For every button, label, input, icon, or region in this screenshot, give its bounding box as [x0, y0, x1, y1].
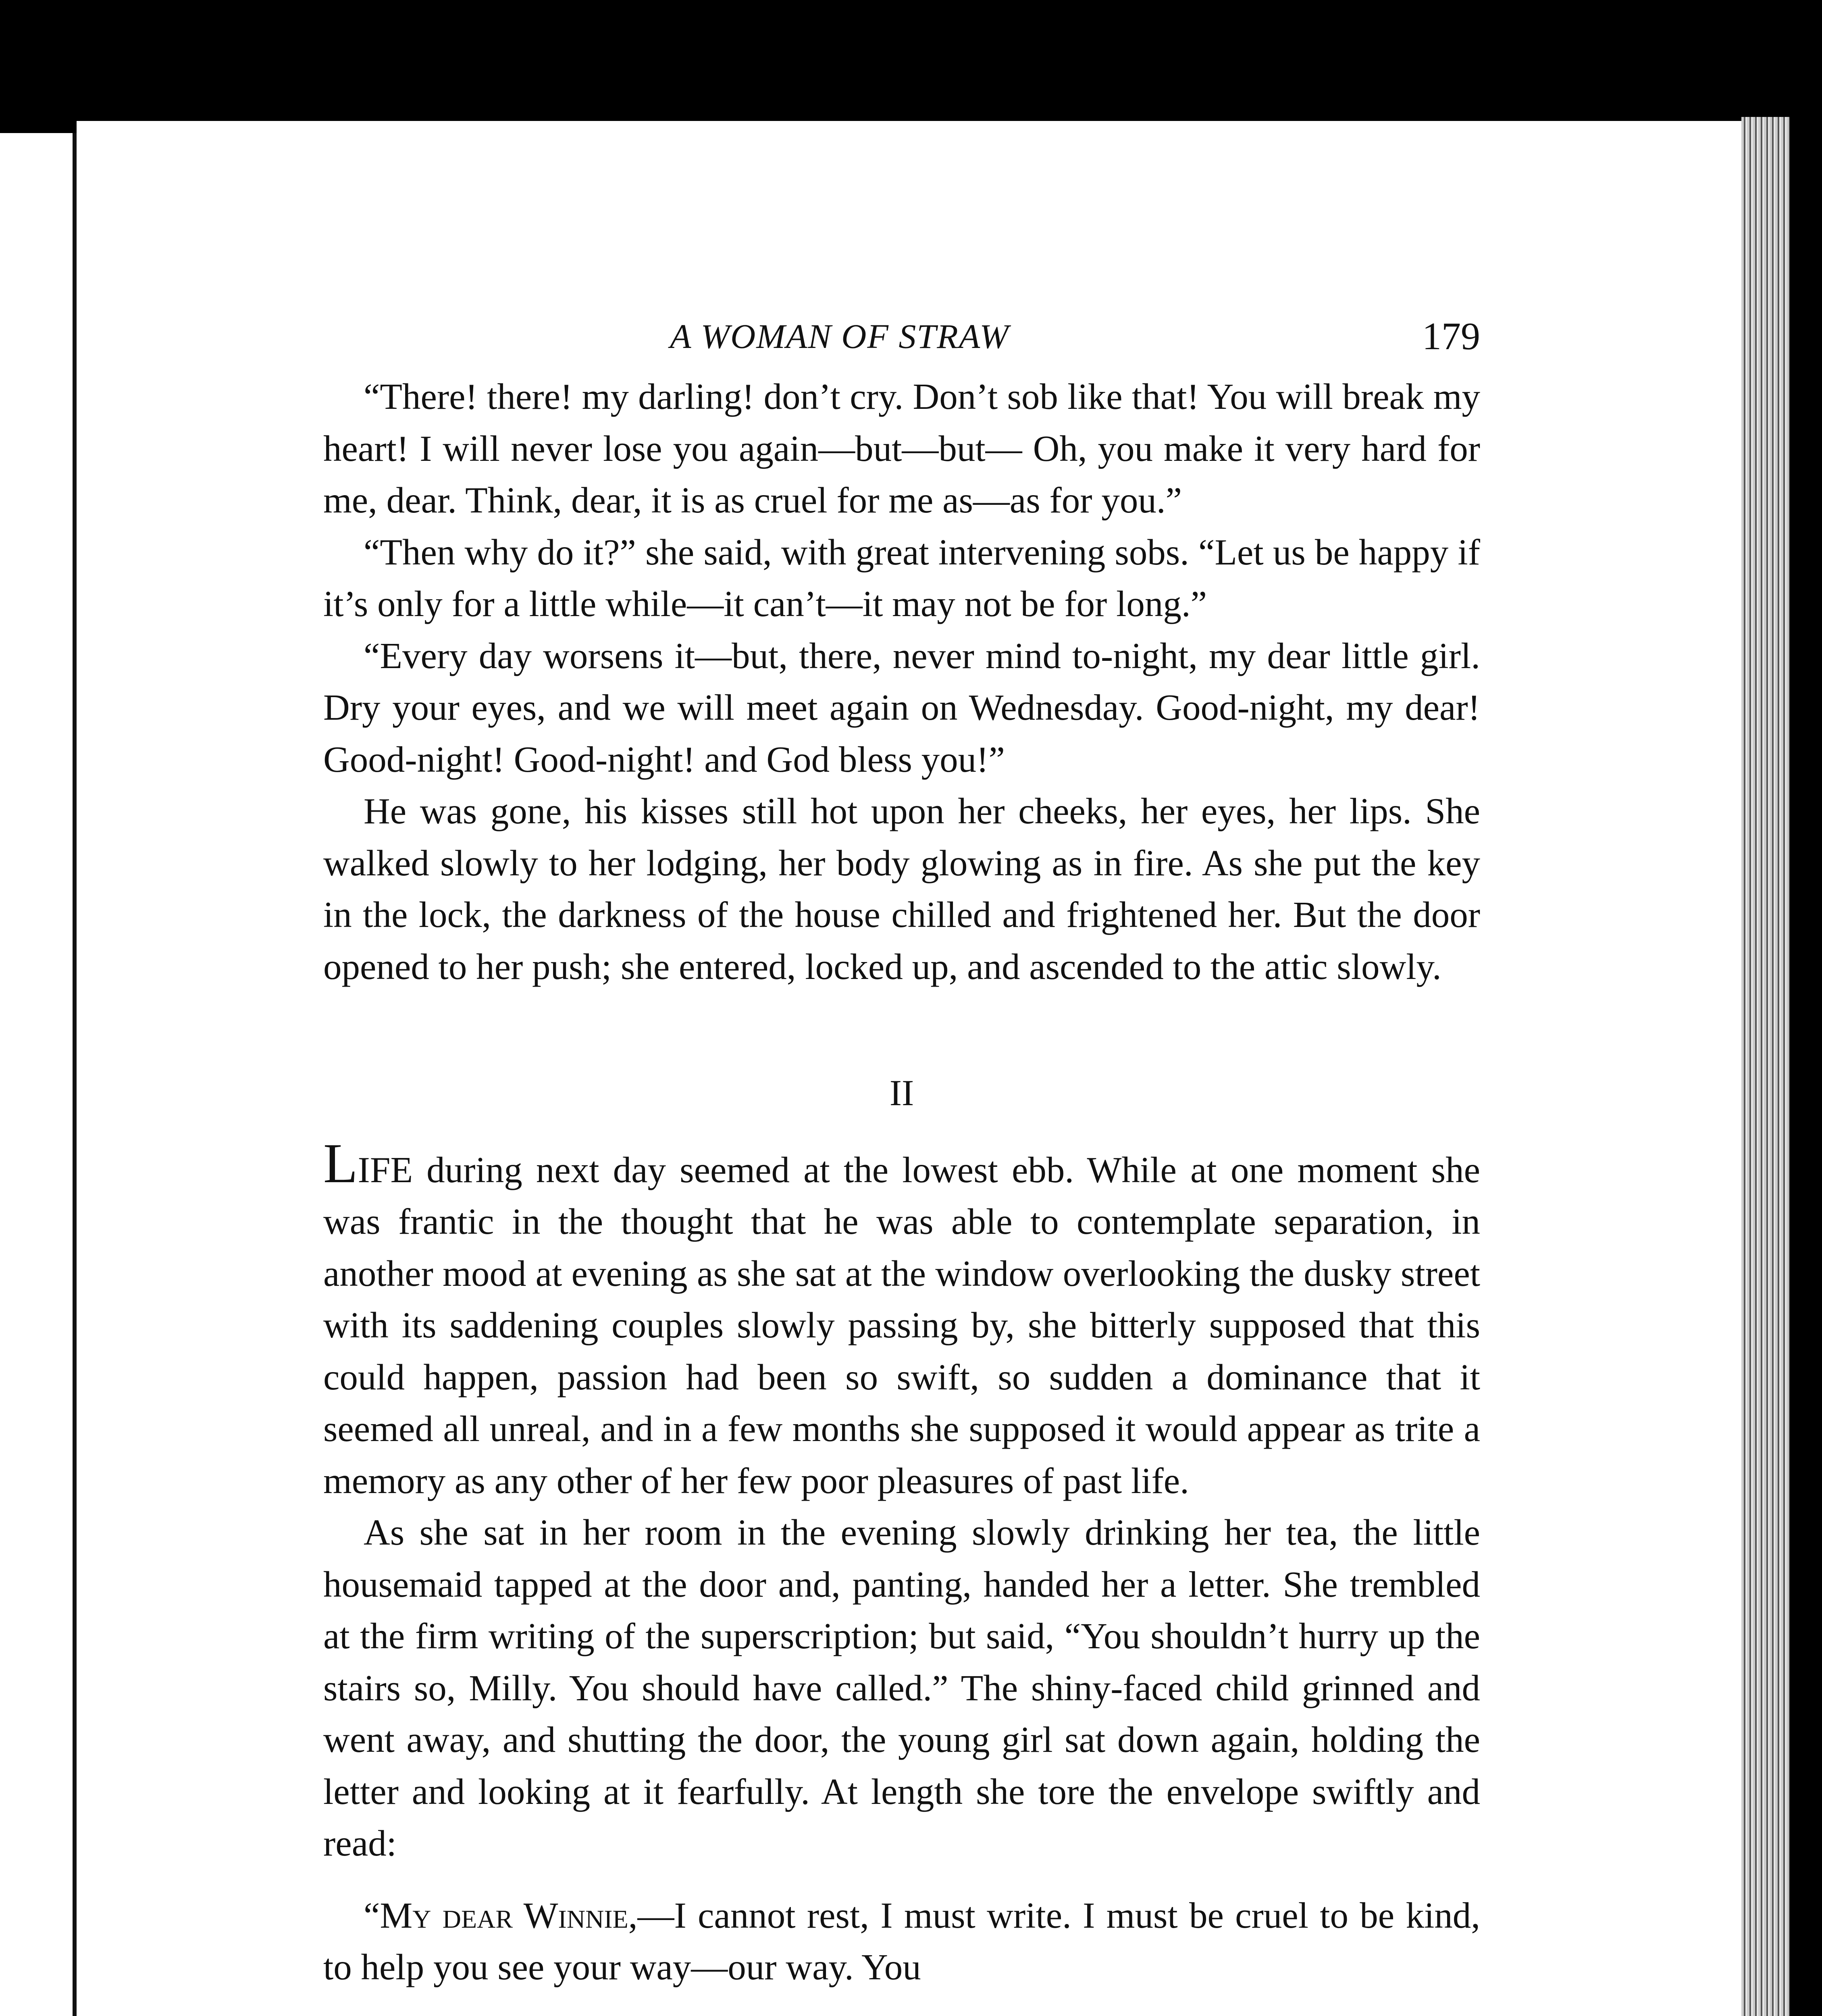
paragraph-text: IFE during next day seemed at the lowest ebb. While at one moment she was frantic in the thought that he was able to contemplate separation, in another mood at evening as she sat at the window overlooking the dusky street with its saddening couples slowly passing by, she bitterly supposed that this could happen, passion had been so swift, so sudden a dominance that it seemed all unreal, and in a few months she supposed it would appear as trite a memory as any other of her few poor pleasures of past life.	[323, 1149, 1480, 1501]
running-title: A WOMAN OF STRAW	[670, 317, 1009, 356]
book-page	[77, 121, 1741, 2016]
paragraph-with-drop-letter	[323, 1132, 1480, 1507]
running-header	[323, 310, 1480, 362]
body-text	[323, 371, 1480, 1993]
letter-salutation: “My dear Winnie,	[364, 1895, 638, 1936]
facing-page-edge	[0, 133, 78, 2016]
drop-letter: L	[323, 1132, 358, 1195]
page-stack-edge	[1741, 117, 1790, 2016]
paragraph: “Every day worsens it—but, there, never mind to-night, my dear little girl. Dry your eyes, and we will meet again on Wednesday. Good-night, my dear! Good-night! Good-night! and God bless you!”	[323, 635, 1480, 780]
paragraph: “There! there! my darling! don’t cry. Don’t sob like that! You will break my heart! I will never lose you again—but—but— Oh, you make it very hard for me, dear. Think, dear, it is as cruel for me as—as for you.”	[323, 376, 1480, 521]
section-number: II	[889, 1073, 914, 1113]
letter-paragraph	[323, 1890, 1480, 1993]
paragraph: “Then why do it?” she said, with great intervening sobs. “Let us be happy if it’s only for a little while—it can’t—it may not be for long.”	[323, 531, 1480, 624]
paragraph: As she sat in her room in the evening slowly drinking her tea, the little housemaid tapped at the door and, panting, handed her a letter. She trembled at the firm writing of the superscription; but said, “You shouldn’t hurry up the stairs so, Milly. You should have called.” The shiny-faced child grinned and went away, and shutting the door, the young girl sat down again, holding the letter and looking at it fearfully. At length she tore the envelope swiftly and read:	[323, 1512, 1480, 1864]
page-number: 179	[1422, 314, 1480, 358]
paragraph: He was gone, his kisses still hot upon her cheeks, her eyes, her lips. She walked slowly to her lodging, her body glowing as in fire. As she put the key in the lock, the darkness of the house chilled and frightened her. But the door opened to her push; she entered, locked up, and ascended to the attic slowly.	[323, 791, 1480, 987]
letter-text: —I cannot rest, I must write. I must be cruel to be kind, to help you see your way—our way. You	[323, 1895, 1480, 1987]
